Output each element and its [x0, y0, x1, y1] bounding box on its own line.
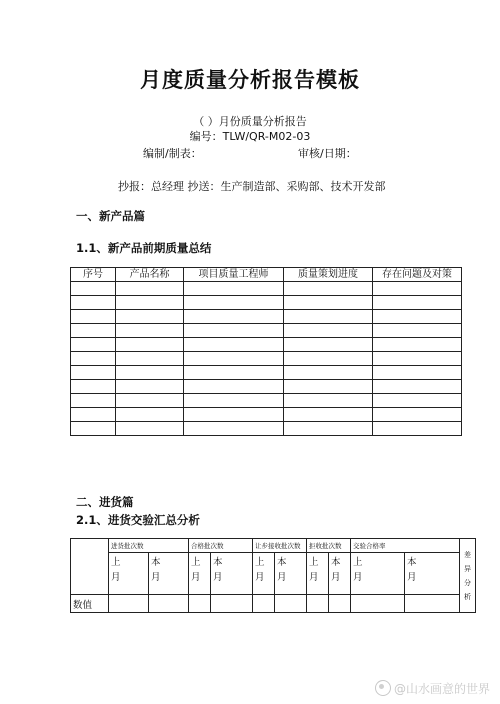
table-cell[interactable] — [116, 408, 184, 422]
table-cell[interactable] — [284, 338, 373, 352]
table-cell[interactable] — [116, 352, 184, 366]
table-cell[interactable] — [373, 324, 462, 338]
column-header: 存在问题及对策 — [373, 268, 462, 282]
table-cell[interactable] — [284, 380, 373, 394]
watermark-text: @山水画意的世界 — [393, 682, 490, 696]
table-row — [71, 352, 462, 366]
table-header-row — [71, 268, 462, 282]
this-month-header — [149, 553, 189, 595]
table-cell[interactable] — [116, 282, 184, 296]
new-product-table — [70, 267, 462, 436]
table-cell[interactable] — [184, 338, 284, 352]
table-row — [71, 282, 462, 296]
month-label: 本 月 — [407, 557, 417, 583]
table-cell[interactable] — [373, 352, 462, 366]
table-cell[interactable] — [184, 352, 284, 366]
month-label: 上 月 — [309, 557, 319, 583]
column-header: 项目质量工程师 — [184, 268, 284, 282]
table-cell[interactable] — [373, 282, 462, 296]
table-row — [71, 366, 462, 380]
table-cell[interactable] — [184, 380, 284, 394]
month-label: 上 月 — [111, 557, 121, 583]
table-cell[interactable] — [116, 296, 184, 310]
group-header: 交验合格率 — [351, 539, 460, 553]
value-cell[interactable] — [189, 595, 211, 613]
table-cell[interactable] — [71, 380, 116, 394]
this-month-header — [211, 553, 253, 595]
last-month-header — [253, 553, 275, 595]
diff-label: 差 异 分 析 — [464, 550, 471, 601]
column-header: 质量策划进度 — [284, 268, 373, 282]
table-cell[interactable] — [71, 282, 116, 296]
section2-heading: 二、进货篇 — [76, 495, 134, 509]
distribution-line: 抄报：总经理 抄送：生产制造部、采购部、技术开发部 — [118, 180, 386, 193]
group-header: 进货批次数 — [109, 539, 189, 553]
table-cell[interactable] — [284, 296, 373, 310]
value-cell[interactable] — [351, 595, 405, 613]
group-header: 合格批次数 — [189, 539, 253, 553]
editor-label: 编制/制表： — [143, 147, 202, 160]
month-label: 上 月 — [255, 557, 265, 583]
table-cell[interactable] — [71, 296, 116, 310]
month-label: 本 月 — [331, 557, 341, 583]
group-header: 让步接收批次数 — [253, 539, 307, 553]
incoming-inspection-table — [70, 538, 476, 613]
table-row — [71, 408, 462, 422]
month-label: 本 月 — [213, 557, 223, 583]
value-cell[interactable] — [405, 595, 460, 613]
value-cell[interactable] — [275, 595, 307, 613]
table-cell[interactable] — [284, 394, 373, 408]
table-cell[interactable] — [184, 324, 284, 338]
table-cell[interactable] — [284, 352, 373, 366]
table-row — [71, 338, 462, 352]
watermark — [375, 680, 490, 697]
table-cell[interactable] — [184, 282, 284, 296]
this-month-header — [329, 553, 351, 595]
section1-subheading: 1.1、新产品前期质量总结 — [76, 241, 212, 255]
value-cell[interactable] — [211, 595, 253, 613]
group-header: 拒收批次数 — [307, 539, 351, 553]
last-month-header — [189, 553, 211, 595]
difference-analysis-header — [460, 539, 476, 613]
table-cell[interactable] — [71, 422, 116, 436]
section1-heading: 一、新产品篇 — [76, 209, 145, 223]
table-cell[interactable] — [71, 366, 116, 380]
reviewer-label: 审核/日期： — [298, 147, 357, 160]
this-month-header — [405, 553, 460, 595]
value-cell[interactable] — [307, 595, 329, 613]
document-code: 编号：TLW/QR-M02-03 — [189, 130, 311, 143]
table-row — [71, 422, 462, 436]
table-cell[interactable] — [373, 310, 462, 324]
watermark-logo-icon — [375, 680, 391, 696]
table-row — [71, 296, 462, 310]
table-cell[interactable] — [284, 422, 373, 436]
table-cell[interactable] — [373, 408, 462, 422]
column-header: 产品名称 — [116, 268, 184, 282]
section2-subheading: 2.1、进货交验汇总分析 — [76, 513, 200, 527]
table-cell[interactable] — [71, 310, 116, 324]
table-cell[interactable] — [116, 422, 184, 436]
table-cell[interactable] — [116, 324, 184, 338]
table-cell[interactable] — [184, 408, 284, 422]
table-cell[interactable] — [373, 380, 462, 394]
month-label: 上 月 — [353, 557, 363, 583]
document-title: 月度质量分析报告模板 — [140, 68, 360, 92]
table-cell[interactable] — [116, 366, 184, 380]
table-cell[interactable] — [373, 394, 462, 408]
table-cell[interactable] — [116, 394, 184, 408]
month-label: 本 月 — [151, 557, 161, 583]
table-cell[interactable] — [184, 296, 284, 310]
table-row — [71, 380, 462, 394]
value-cell[interactable] — [253, 595, 275, 613]
table-row — [71, 394, 462, 408]
table-cell[interactable] — [373, 422, 462, 436]
table-cell[interactable] — [71, 338, 116, 352]
this-month-header — [275, 553, 307, 595]
table-cell[interactable] — [184, 422, 284, 436]
table-cell[interactable] — [284, 366, 373, 380]
table-cell[interactable] — [184, 366, 284, 380]
table-cell[interactable] — [71, 352, 116, 366]
table-cell[interactable] — [184, 394, 284, 408]
table-cell[interactable] — [71, 394, 116, 408]
table-cell[interactable] — [373, 296, 462, 310]
table-cell[interactable] — [184, 310, 284, 324]
month-label: 上 月 — [191, 557, 201, 583]
blank-corner-cell — [71, 539, 109, 595]
table-cell[interactable] — [373, 366, 462, 380]
table-cell[interactable] — [373, 338, 462, 352]
table-row — [71, 324, 462, 338]
row-label: 数值 — [71, 595, 109, 613]
table-cell[interactable] — [71, 324, 116, 338]
value-cell[interactable] — [109, 595, 149, 613]
column-header: 序号 — [71, 268, 116, 282]
report-subtitle: （ ）月份质量分析报告 — [193, 115, 307, 128]
table-cell[interactable] — [116, 310, 184, 324]
table-cell[interactable] — [116, 338, 184, 352]
table-cell[interactable] — [284, 324, 373, 338]
table-cell[interactable] — [284, 310, 373, 324]
last-month-header — [109, 553, 149, 595]
table-cell[interactable] — [284, 282, 373, 296]
value-cell[interactable] — [329, 595, 351, 613]
month-label: 本 月 — [277, 557, 287, 583]
last-month-header — [307, 553, 329, 595]
last-month-header — [351, 553, 405, 595]
table-row — [71, 310, 462, 324]
table-cell[interactable] — [71, 408, 116, 422]
value-cell[interactable] — [149, 595, 189, 613]
table-cell[interactable] — [284, 408, 373, 422]
table-cell[interactable] — [116, 380, 184, 394]
